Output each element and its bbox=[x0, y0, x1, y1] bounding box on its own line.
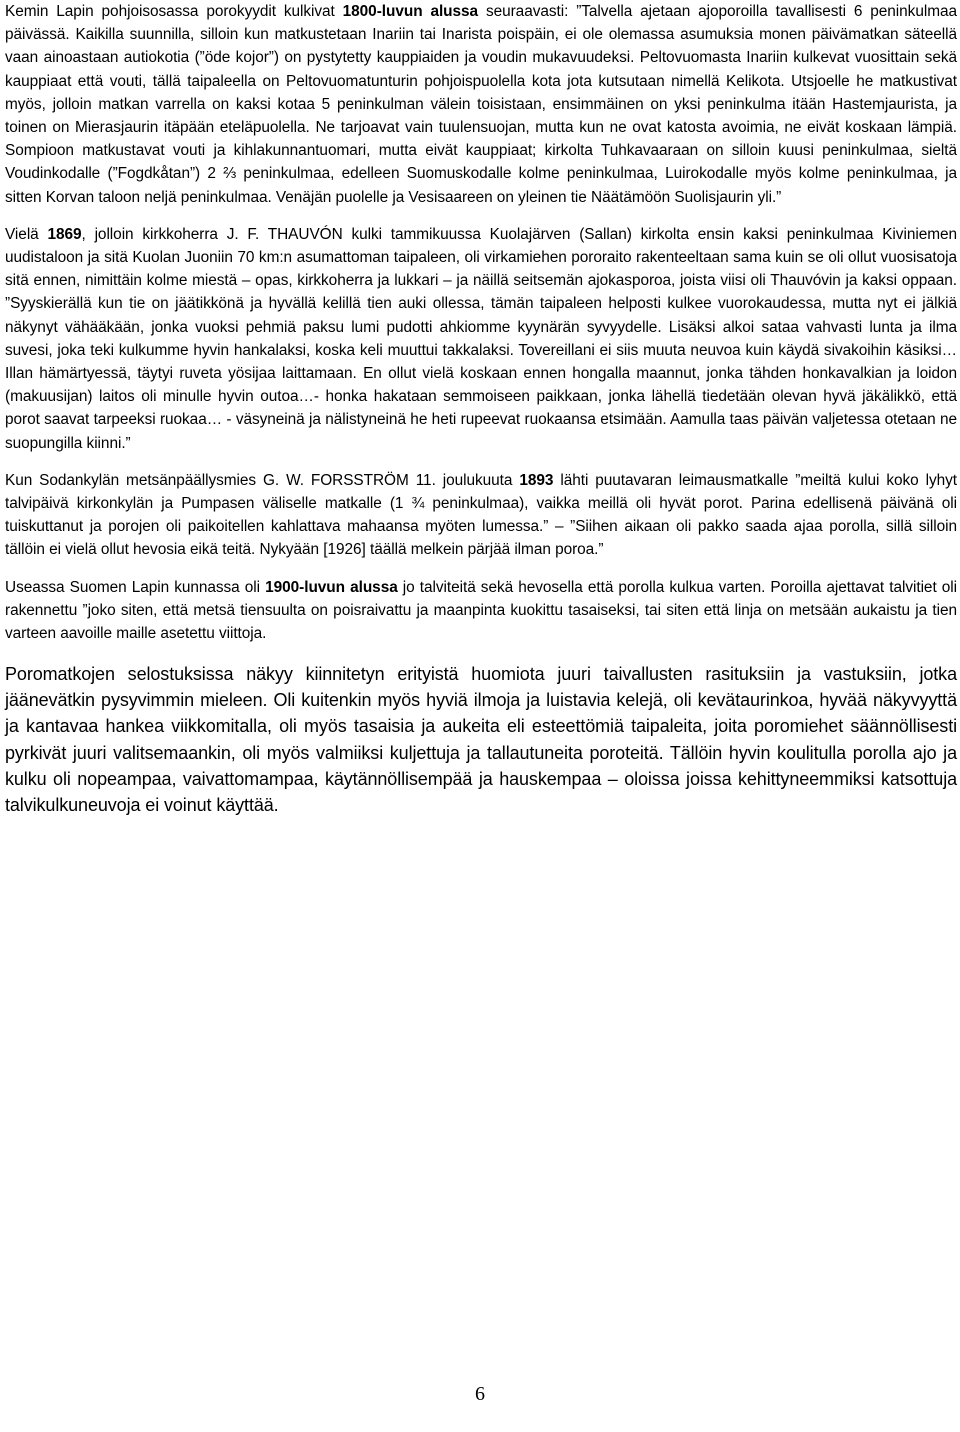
paragraph-3 bbox=[5, 469, 957, 562]
paragraph-gap bbox=[5, 455, 957, 469]
text-segment: lähti puutavaran leimausmatkalle ”meiltä kului koko lyhyt talvipäivä kirkonkylän ja Pumpasen väliselle matkalle (1 ¾ peninkulmaa), vaikka meillä oli hyvät porot. Parina edellisenä päivänä oli tuiskuttanut ja porojen oli paikoitellen kahlattava mahaansa myöten lumessa.” – ”Siihen aikaan oli pakko saada ajaa porolla, sillä silloin tällöin ei vielä ollut hevosia eikä teitä. Nykyään [1926] täällä melkein pärjää ilman poroa.” bbox=[5, 471, 957, 559]
paragraph-1 bbox=[5, 0, 957, 209]
text-segment: Kun Sodankylän metsänpäällysmies G. W. FORSSTRÖM 11. joulukuuta bbox=[5, 471, 520, 489]
bold-text-segment: 1800-luvun alussa bbox=[342, 3, 479, 20]
paragraph-gap bbox=[5, 645, 957, 661]
paragraph-gap bbox=[5, 562, 957, 576]
bold-text-segment: 1900-luvun alussa bbox=[265, 578, 398, 596]
paragraph-gap bbox=[5, 209, 957, 223]
text-segment: jo talviteitä sekä hevosella että porolla kulkua varten. Poroilla ajettavat talvitiet oli rakennettu ”joko siten, että metsä tiensuulta on poisraivattu ja maanpinta kuokittu tasaiseksi, tai siten että linja on metsään aukaistu ja tien varteen aavoille maille asetettu viittoja. bbox=[5, 578, 957, 643]
text-segment: Kemin Lapin pohjoisosassa porokyydit kulkivat bbox=[5, 3, 343, 20]
bold-text-segment: 1869 bbox=[47, 225, 82, 243]
paragraph-4 bbox=[5, 576, 957, 646]
bold-text-segment: 1893 bbox=[519, 471, 554, 489]
text-segment: Vielä bbox=[5, 225, 48, 243]
text-segment: Useassa Suomen Lapin kunnassa oli bbox=[5, 578, 266, 596]
text-segment: Poromatkojen selostuksissa näkyy kiinnitetyn erityistä huomiota juuri taivallusten rasituksiin ja vastuksiin, jotka jäänevätkin pysyvimmin mieleen. Oli kuitenkin myös hyviä ilmoja ja luistavia kelejä, oli kevätaurinkoa, hyvää näkyvyyttä ja kantavaa hankea viikkomitalla, oli myös tasaisia ja aukeita eli esteettömiä taipaleita, joita poromiehet säännöllisesti pyrkivät juuri valitsemaankin, oli myös valmiiksi kuljettuja ja tallautuneita poroteitä. Tällöin hyvin koulitulla porolla ajo ja kulku oli nopeampaa, vaivattomampaa, käytännöllisempää ja hauskempaa – oloissa joissa kehittyneemmiksi katsottuja talvikulkuneuvoja ei voinut käyttää. bbox=[5, 664, 957, 815]
text-segment: , jolloin kirkkoherra J. F. THAUVÓN kulki tammikuussa Kuolajärven (Sallan) kirkolta ensin kaksi peninkulmaa Kiviniemen uudistaloon ja sitä Kuolan Juoniin 70 km:n asumattoman taipaleen, oli virkamiehen pororaito rakenteeltaan sama kuin se oli ollut vuosisatoja sitä ennen, nimittäin kolme miestä – opas, kirkkoherra ja lukkari – ja näillä seitsemän ajokasporoa, joista viisi oli Thauvóvin ja kaksi oppaan. ”Syyskierällä kun tie on jäätikkönä ja hyvällä kelillä tien auki ollessa, tämän taipaleen helposti kulkee vuorokaudessa, mutta nyt ei jälkiä näkynyt vähääkään, jonka vuoksi pehmiä paksu lumi pudotti ahkiomme kyynärän syvyydelle. Lisäksi alkoi sataa vahvasti lunta ja ilma suvesi, joka teki kulkumme hyvin hankalaksi, koska keli muuttui takkalaksi. Tovereillani ei siis muuta neuvoa kuin käydä sivakoihin käsiksi…Illan hämärtyessä, täytyi ruveta yösijaa laittamaan. En ollut vielä koskaan ennen hongalla maannut, jonka tähden honkavalkian ja loidon (makuusijan) laitos oli minulle hyvin outoa…- honka hakataan semmoiseen paikkaan, jonka lähellä tiedetään olevan hyvä jäkälikkö, että porot saavat tarpeeksi ruokaa… - väsyneinä ja nälistyneinä he heti rupeevat ruokaansa etsimään. Aamulla taas päivän valjetessa otetaan ne suopungilla kiinni.” bbox=[5, 225, 957, 452]
paragraph-2 bbox=[5, 223, 957, 455]
page-number: 6 bbox=[475, 1383, 485, 1405]
paragraph-5 bbox=[5, 661, 957, 818]
text-segment: seuraavasti: ”Talvella ajetaan ajoporoilla tavallisesti 6 peninkulmaa päivässä. Kaikilla suunnilla, silloin kun matkustetaan Inariin tai Inarista poispäin, ei ole olemassa asumuksia monen päivämatkan säteellä vaan ainoastaan autiokotia (”öde kojor”) on pystytetty kauppiaiden ja voudin mukavuudeksi. Peltovuomasta Inariin kulkevat vuosittain sekä kauppiaat että vouti, tällä taipaleella on Peltovuomatunturin pohjoispuolella kota jota kutsutaan nimellä Kelikota. Utsjoelle he matkustivat myös, jolloin matkan varrella on kaksi kotaa 5 peninkulman välein toisistaan, ensimmäinen on yksi peninkulma itään Hastemjaurista, ja toinen on Mierasjaurin itäpään eteläpuolella. Ne tarjoavat vain tuulensuojan, mutta kun ne ovat katosta avoimia, ne eivät koskaan lämpiä. Sompioon matkustavat vouti ja kihlakunnantuomari, mutta eivät kauppiaat; kirkolta Tuhkavaaraan on silloin kuusi peninkulmaa, sieltä Voudinkodalle (”Fogdkåtan”) 2 ⅔ peninkulmaa, edelleen Suomuskodalle kolme peninkulmaa, Luirokodalle myös kolme peninkulmaa, ja sitten Korvan taloon neljä peninkulmaa. Venäjän puolelle ja Vesisaareen on yleinen tie Näätämöön Suolisjaurin yli.” bbox=[5, 3, 957, 206]
document-page bbox=[5, 0, 957, 818]
